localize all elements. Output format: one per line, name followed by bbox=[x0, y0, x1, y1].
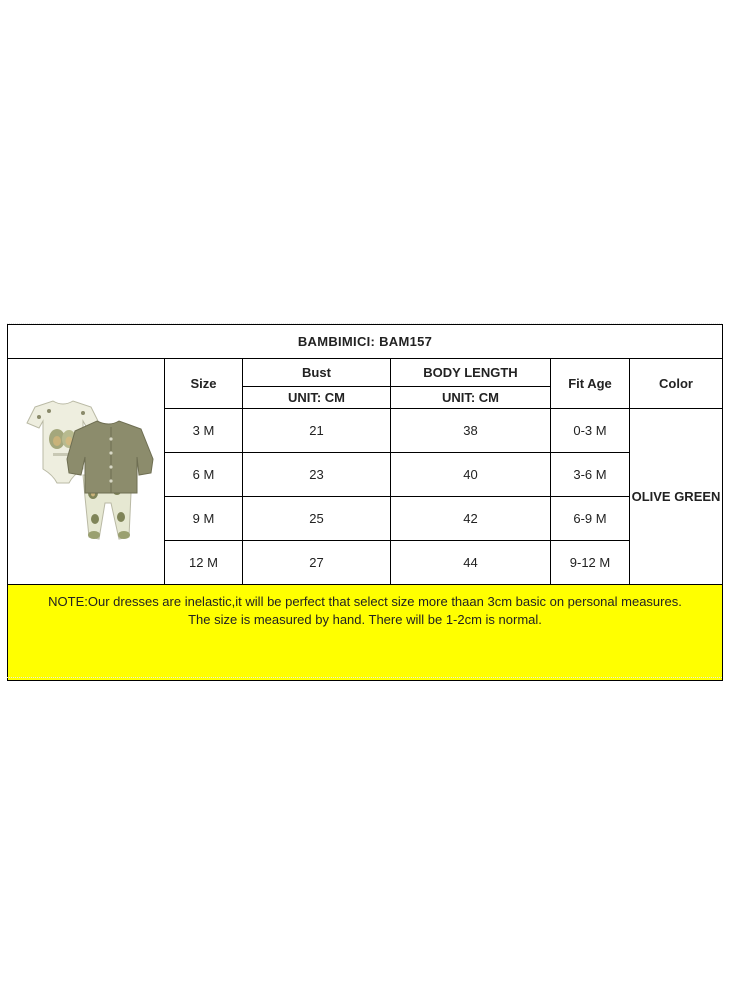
age-cell: 3-6 M bbox=[551, 453, 630, 497]
bust-unit: UNIT: CM bbox=[243, 387, 391, 409]
bust-header: Bust bbox=[243, 359, 391, 387]
size-cell: 6 M bbox=[165, 453, 243, 497]
age-cell: 6-9 M bbox=[551, 497, 630, 541]
bust-cell: 27 bbox=[243, 541, 391, 585]
length-cell: 38 bbox=[391, 409, 551, 453]
note-line-2: The size is measured by hand. There will be 1-2cm is normal. bbox=[188, 612, 542, 627]
size-header: Size bbox=[165, 359, 243, 409]
body-length-header: BODY LENGTH bbox=[391, 359, 551, 387]
size-chart-table bbox=[7, 324, 723, 681]
length-cell: 40 bbox=[391, 453, 551, 497]
product-photo bbox=[8, 359, 165, 585]
length-cell: 44 bbox=[391, 541, 551, 585]
length-cell: 42 bbox=[391, 497, 551, 541]
fit-age-header: Fit Age bbox=[551, 359, 630, 409]
cardigan-shape bbox=[67, 421, 153, 493]
sizing-note bbox=[8, 585, 723, 681]
chart-title: BAMBIMICI: BAM157 bbox=[8, 325, 723, 359]
color-header: Color bbox=[630, 359, 723, 409]
note-line-1: NOTE:Our dresses are inelastic,it will be perfect that select size more thaan 3cm basic on personal measures. bbox=[48, 594, 682, 609]
size-cell: 9 M bbox=[165, 497, 243, 541]
sheet-gridline bbox=[7, 677, 722, 678]
color-value: OLIVE GREEN bbox=[630, 409, 723, 585]
bust-cell: 23 bbox=[243, 453, 391, 497]
age-cell: 0-3 M bbox=[551, 409, 630, 453]
age-cell: 9-12 M bbox=[551, 541, 630, 585]
size-cell: 3 M bbox=[165, 409, 243, 453]
baby-outfit-image bbox=[13, 397, 159, 547]
size-cell: 12 M bbox=[165, 541, 243, 585]
size-chart-sheet bbox=[7, 324, 722, 674]
sheet-gridline bbox=[7, 323, 722, 324]
body-length-unit: UNIT: CM bbox=[391, 387, 551, 409]
bust-cell: 21 bbox=[243, 409, 391, 453]
bust-cell: 25 bbox=[243, 497, 391, 541]
